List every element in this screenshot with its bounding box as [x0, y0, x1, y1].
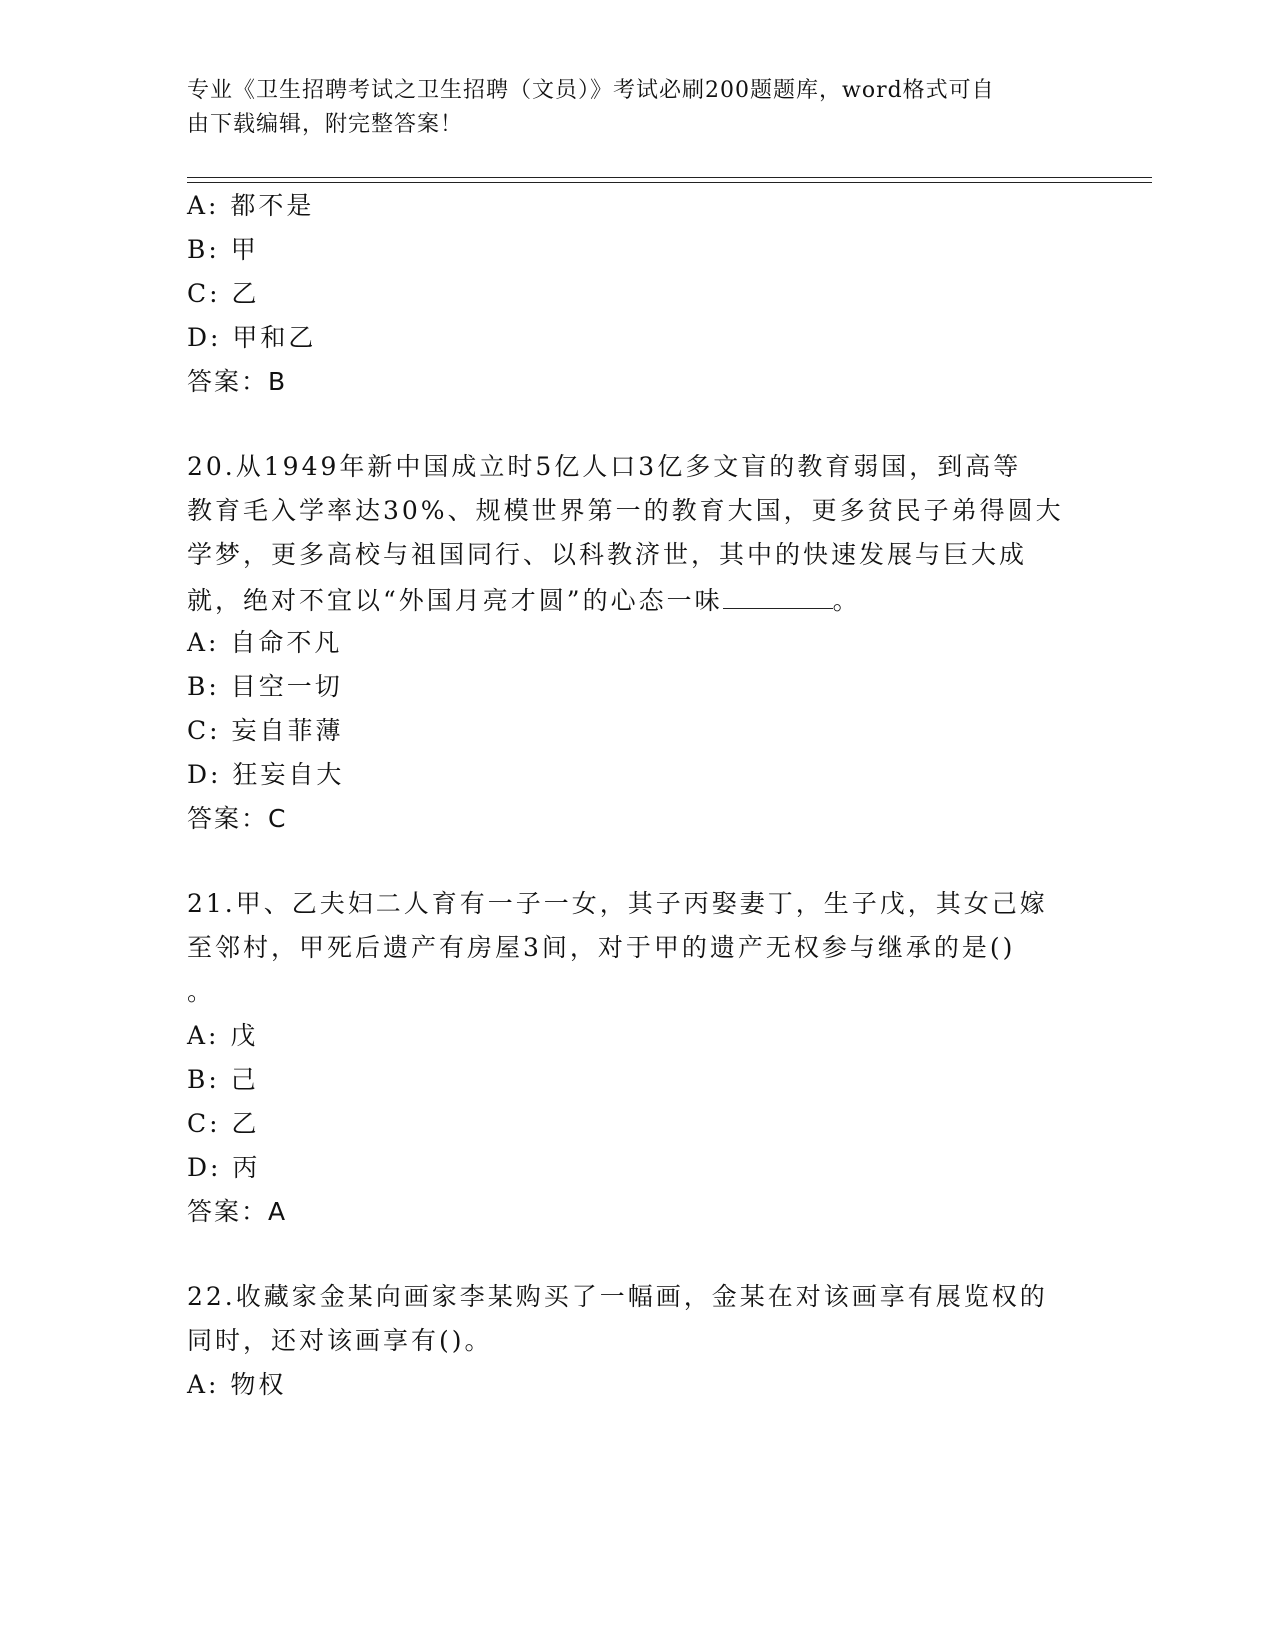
q20-stem-line-2: 教育毛入学率达30%、规模世界第一的教育大国，更多贫民子弟得圆大 [187, 496, 1064, 525]
q21-option-d: D: 丙 [187, 1153, 261, 1182]
q21-answer: 答案：A [187, 1197, 288, 1226]
q22-stem-line-2: 同时，还对该画享有()。 [187, 1326, 493, 1355]
q20-option-d: D: 狂妄自大 [187, 760, 345, 789]
q21-option-b: B: 己 [187, 1065, 259, 1094]
q22-stem-line-1: 22.收藏家金某向画家李某购买了一幅画，金某在对该画享有展览权的 [187, 1282, 1048, 1311]
q19-option-d: D: 甲和乙 [187, 323, 317, 352]
q21-option-c: C: 乙 [187, 1109, 260, 1138]
q21-stem-line-3: 。 [187, 977, 216, 1006]
q20-option-a: A: 自命不凡 [187, 628, 343, 657]
header-rule-bottom [187, 182, 1152, 183]
document-header [187, 74, 1087, 142]
q21-stem-line-2: 至邻村，甲死后遗产有房屋3间，对于甲的遗产无权参与继承的是() [187, 933, 1016, 962]
q19-option-a: A: 都不是 [187, 191, 315, 220]
header-rule-top [187, 177, 1152, 178]
header-line-2: 由下载编辑，附完整答案！ [187, 112, 464, 137]
q20-stem-line-1: 20.从1949年新中国成立时5亿人口3亿多文盲的教育弱国，到高等 [187, 452, 1022, 481]
q20-answer: 答案：C [187, 804, 288, 833]
q19-option-c: C: 乙 [187, 279, 260, 308]
q19-answer: 答案：B [187, 367, 288, 396]
q20-stem-line-4-text: 就，绝对不宜以“外国月亮才圆”的心态一味 [187, 586, 723, 615]
header-line-1: 专业《卫生招聘考试之卫生招聘（文员）》考试必刷200题题库，word格式可自 [187, 78, 995, 103]
q22-option-a: A: 物权 [187, 1370, 287, 1399]
q21-stem-line-1: 21.甲、乙夫妇二人育有一子一女，其子丙娶妻丁，生子戊，其女己嫁 [187, 889, 1048, 918]
q20-stem-line-4 [187, 584, 861, 616]
q20-stem-line-4-end: 。 [832, 586, 861, 615]
q20-stem-line-3: 学梦，更多高校与祖国同行、以科教济世，其中的快速发展与巨大成 [187, 540, 1028, 569]
q20-answer-blank [723, 584, 833, 609]
q20-option-b: B: 目空一切 [187, 672, 343, 701]
q20-option-c: C: 妄自菲薄 [187, 716, 344, 745]
q19-option-b: B: 甲 [187, 235, 259, 264]
q21-option-a: A: 戊 [187, 1021, 259, 1050]
